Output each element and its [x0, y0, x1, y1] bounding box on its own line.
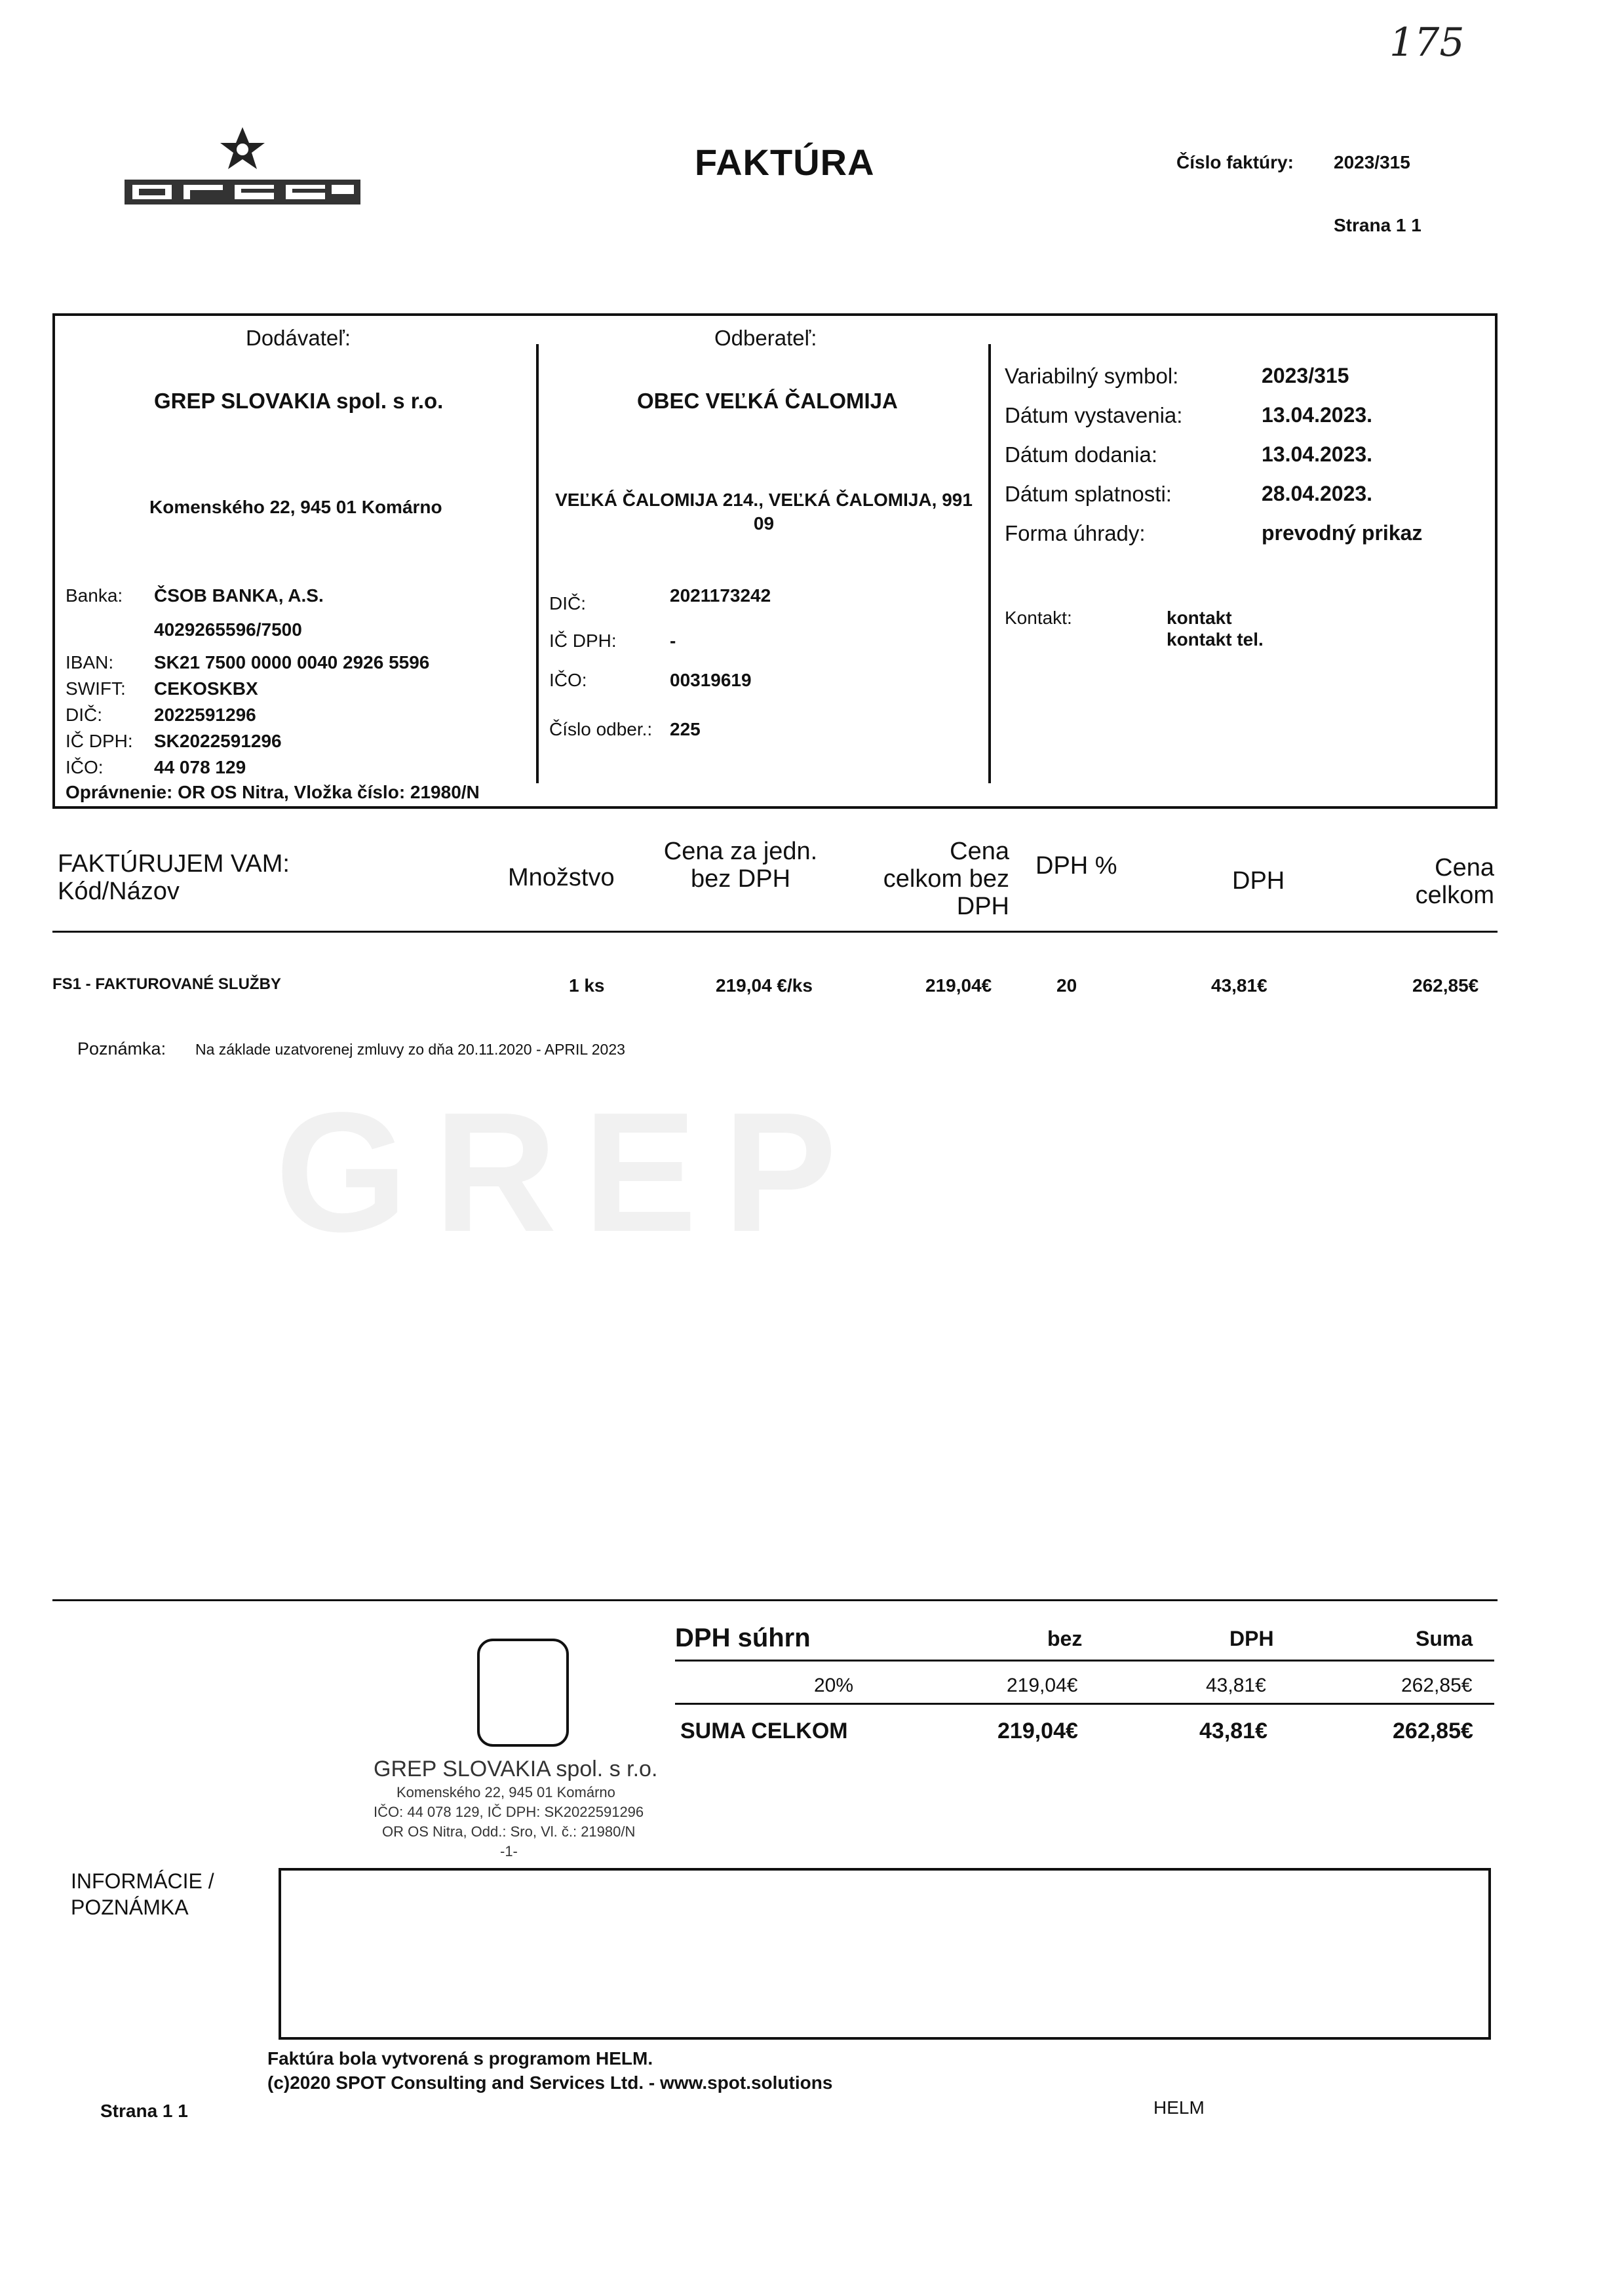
bank-label: Banka: [66, 585, 123, 606]
helm-label: HELM [1153, 2097, 1205, 2118]
customer-ico-value: 00319619 [670, 670, 752, 690]
grep-watermark: GREP [275, 1078, 863, 1268]
meta-value: 2023/315 [1262, 364, 1349, 387]
footer-line1: Faktúra bola vytvorená s programom HELM. [267, 2048, 653, 2069]
customer-dic-value: 2021173242 [670, 585, 771, 606]
vat-amount: 43,81€ [1206, 1675, 1266, 1696]
items-col-name-line2: Kód/Názov [58, 878, 180, 905]
summary-rule [675, 1703, 1494, 1705]
grep-logo [118, 125, 367, 210]
items-col-grand-line1: Cena [1435, 854, 1494, 882]
items-col-total-excl [865, 838, 1009, 920]
items-col-grand-total [1363, 854, 1494, 909]
signature-stamp [477, 1639, 569, 1747]
contact-line2: kontakt tel. [1167, 629, 1264, 650]
items-col-total-line2: celkom bez [883, 865, 1009, 893]
items-col-vat: DPH [1232, 867, 1285, 895]
swift-value: CEKOSKBX [154, 678, 258, 699]
supplier-heading: Dodávateľ: [246, 326, 351, 350]
meta-value: 13.04.2023. [1262, 403, 1373, 427]
customer-dic-label: DIČ: [549, 593, 586, 613]
contact-line1: kontakt [1167, 608, 1232, 628]
grand-total-base: 219,04€ [997, 1719, 1078, 1743]
stamp-line: Komenského 22, 945 01 Komárno [396, 1784, 615, 1800]
info-label-line1: INFORMÁCIE / [71, 1869, 214, 1893]
supplier-address: Komenského 22, 945 01 Komárno [149, 497, 442, 517]
meta-label: Dátum dodania: [1005, 442, 1157, 467]
info-label [71, 1868, 214, 1920]
item-total-excl: 219,04€ [925, 975, 992, 996]
divider [536, 344, 539, 783]
vat-rate: 20% [814, 1675, 854, 1696]
vat-summary-col-base: bez [1047, 1627, 1083, 1650]
summary-rule [675, 1660, 1494, 1662]
customer-icdph-label: IČ DPH: [549, 631, 617, 651]
divider [988, 344, 991, 783]
customer-address: VEĽKÁ ČALOMIJA 214., VEĽKÁ ČALOMIJA, 991 09 [555, 490, 973, 534]
contact-label: Kontakt: [1005, 608, 1072, 628]
item-qty: 1 ks [569, 975, 605, 996]
meta-value: prevodný prikaz [1262, 521, 1423, 545]
vat-sum: 262,85€ [1401, 1675, 1473, 1696]
meta-label: Forma úhrady: [1005, 521, 1146, 545]
vat-summary-title: DPH súhrn [675, 1623, 811, 1652]
info-label-line2: POZNÁMKA [71, 1895, 189, 1919]
stamp-line: IČO: 44 078 129, IČ DPH: SK2022591296 [374, 1804, 644, 1820]
supplier-ico-label: IČO: [66, 757, 104, 777]
meta-value: 28.04.2023. [1262, 482, 1373, 505]
item-unit-price: 219,04 €/ks [716, 975, 813, 996]
item-vat: 43,81€ [1211, 975, 1267, 996]
item-name: FS1 - FAKTUROVANÉ SLUŽBY [52, 975, 281, 993]
page-number-bottom: Strana 1 1 [100, 2101, 188, 2121]
items-header-rule [52, 931, 1498, 933]
item-vat-pct: 20 [1056, 975, 1077, 996]
grand-total-label: SUMA CELKOM [680, 1719, 848, 1743]
meta-label: Dátum splatnosti: [1005, 482, 1172, 506]
note-text: Na základe uzatvorenej zmluvy zo dňa 20.11.2020 - APRIL 2023 [195, 1041, 625, 1058]
vat-summary-col-vat: DPH [1229, 1627, 1274, 1650]
invoice-number: 2023/315 [1334, 152, 1410, 172]
items-col-name-line1: FAKTÚRUJEM VAM: [58, 850, 290, 878]
bank-value: ČSOB BANKA, A.S. [154, 585, 324, 606]
supplier-dic-value: 2022591296 [154, 705, 256, 725]
stamp-line: -1- [500, 1843, 518, 1859]
customer-ico-label: IČO: [549, 670, 587, 690]
meta-label: Dátum vystavenia: [1005, 403, 1183, 427]
items-col-unit-price [655, 838, 826, 893]
vat-summary-col-sum: Suma [1416, 1627, 1473, 1650]
items-col-total-line3: DPH [956, 893, 1009, 920]
items-col-unit-price-line2: bez DPH [690, 865, 791, 893]
vat-base: 219,04€ [1007, 1675, 1078, 1696]
customer-name: OBEC VEĽKÁ ČALOMIJA [637, 389, 898, 413]
grand-total-vat: 43,81€ [1199, 1719, 1267, 1743]
items-col-name [58, 850, 290, 905]
stamp-line: OR OS Nitra, Odd.: Sro, Vl. č.: 21980/N [382, 1823, 636, 1840]
supplier-name: GREP SLOVAKIA spol. s r.o. [154, 389, 444, 413]
swift-label: SWIFT: [66, 678, 126, 699]
items-col-total-line1: Cena [950, 838, 1009, 865]
grep-logo-icon [118, 125, 367, 210]
invoice-number-label: Číslo faktúry: [1176, 152, 1294, 172]
stamp-company: GREP SLOVAKIA spol. s r.o. [374, 1757, 658, 1781]
customer-heading: Odberateľ: [714, 326, 817, 350]
customer-icdph-value: - [670, 631, 676, 651]
supplier-dic-label: DIČ: [66, 705, 102, 725]
document-title: FAKTÚRA [695, 142, 875, 183]
grand-total-sum: 262,85€ [1393, 1719, 1473, 1743]
supplier-icdph-label: IČ DPH: [66, 731, 133, 751]
footer-line2: (c)2020 SPOT Consulting and Services Ltd. - www.spot.solutions [267, 2072, 833, 2093]
customer-number-label: Číslo odber.: [549, 719, 653, 739]
items-col-qty: Množstvo [508, 864, 615, 891]
iban-label: IBAN: [66, 652, 114, 672]
item-total: 262,85€ [1412, 975, 1479, 996]
page-number-top: Strana 1 1 [1334, 215, 1421, 235]
items-col-grand-line2: celkom [1415, 882, 1494, 909]
meta-value: 13.04.2023. [1262, 442, 1373, 466]
summary-top-rule [52, 1599, 1498, 1601]
bank-account: 4029265596/7500 [154, 619, 302, 640]
handwritten-number: 175 [1389, 20, 1465, 66]
note-label: Poznámka: [77, 1039, 166, 1059]
supplier-ico-value: 44 078 129 [154, 757, 246, 777]
meta-label: Variabilný symbol: [1005, 364, 1179, 388]
items-col-vat-pct: DPH % [1035, 852, 1117, 880]
info-notes-box [279, 1868, 1491, 2040]
customer-number-value: 225 [670, 719, 701, 739]
items-col-unit-price-line1: Cena za jedn. [663, 838, 818, 865]
iban-value: SK21 7500 0000 0040 2926 5596 [154, 652, 430, 672]
supplier-icdph-value: SK2022591296 [154, 731, 282, 751]
authorization: Oprávnenie: OR OS Nitra, Vložka číslo: 21980/N [66, 782, 480, 802]
